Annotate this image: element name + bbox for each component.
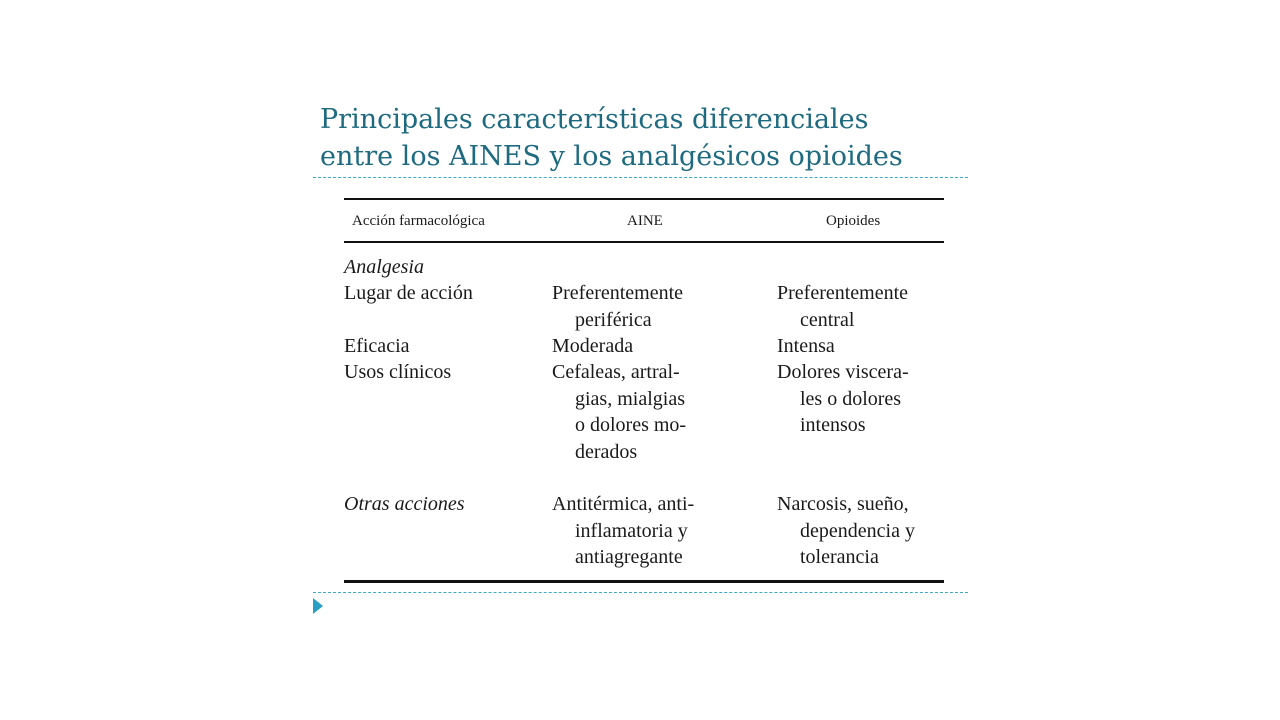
cell-line: Preferentemente bbox=[777, 282, 909, 304]
slide-title-line-2: entre los AINES y los analgésicos opioides bbox=[320, 141, 903, 172]
cell-line: inflamatoria y bbox=[575, 519, 688, 542]
slide-title-line-1: Principales características diferenciales bbox=[320, 104, 869, 135]
cell-line: les o dolores bbox=[800, 387, 902, 410]
triangle-right-icon bbox=[313, 598, 323, 614]
cell-opioides-otras-acciones bbox=[777, 491, 915, 571]
comparison-table bbox=[344, 198, 944, 584]
table-top-rule bbox=[344, 198, 944, 200]
table-bottom-rule bbox=[344, 580, 944, 583]
cell-line: Narcosis, sueño, bbox=[777, 493, 909, 515]
cell-line: Dolores viscera- bbox=[777, 361, 909, 383]
row-label-text: Eficacia bbox=[344, 335, 410, 357]
section-label-analgesia: Analgesia bbox=[344, 256, 424, 278]
row-label-text: Lugar de acción bbox=[344, 282, 473, 304]
cell-line: antiagregante bbox=[575, 546, 683, 568]
cell-opioides-usos-clinicos bbox=[777, 359, 909, 439]
cell-line: Cefaleas, artral- bbox=[552, 361, 680, 383]
title-divider bbox=[313, 177, 968, 178]
cell-opioides-lugar-de-accion bbox=[777, 280, 908, 333]
table-header-rule bbox=[344, 241, 944, 243]
cell-line: Antitérmica, anti- bbox=[552, 493, 695, 515]
cell-line: gias, mialgias bbox=[575, 387, 685, 410]
header-accion-farmacologica: Acción farmacológica bbox=[352, 213, 485, 229]
header-aine: AINE bbox=[627, 213, 663, 229]
cell-line: derados bbox=[575, 440, 638, 463]
cell-line: dependencia y bbox=[800, 519, 915, 542]
row-label-lugar-de-accion bbox=[344, 280, 473, 307]
slide-title bbox=[320, 101, 960, 175]
cell-aine-otras-acciones bbox=[552, 491, 694, 571]
cell-line: tolerancia bbox=[800, 546, 879, 568]
cell-line: Preferentemente bbox=[552, 282, 684, 304]
cell-opioides-eficacia bbox=[777, 333, 835, 360]
cell-aine-lugar-de-accion bbox=[552, 280, 683, 333]
header-opioides: Opioides bbox=[826, 213, 881, 229]
cell-aine-usos-clinicos bbox=[552, 359, 686, 465]
row-label-text: Usos clínicos bbox=[344, 361, 452, 383]
cell-line: periférica bbox=[575, 308, 652, 331]
cell-line: central bbox=[800, 308, 855, 331]
section-label-otras-acciones: Otras acciones bbox=[344, 493, 465, 515]
footer-divider bbox=[313, 592, 968, 593]
cell-line: Moderada bbox=[552, 335, 634, 357]
row-label-usos-clinicos bbox=[344, 359, 451, 386]
cell-line: Intensa bbox=[777, 335, 835, 357]
cell-aine-eficacia bbox=[552, 333, 633, 360]
cell-line: o dolores mo- bbox=[575, 414, 687, 436]
row-label-eficacia bbox=[344, 333, 410, 360]
cell-line: intensos bbox=[800, 414, 866, 436]
